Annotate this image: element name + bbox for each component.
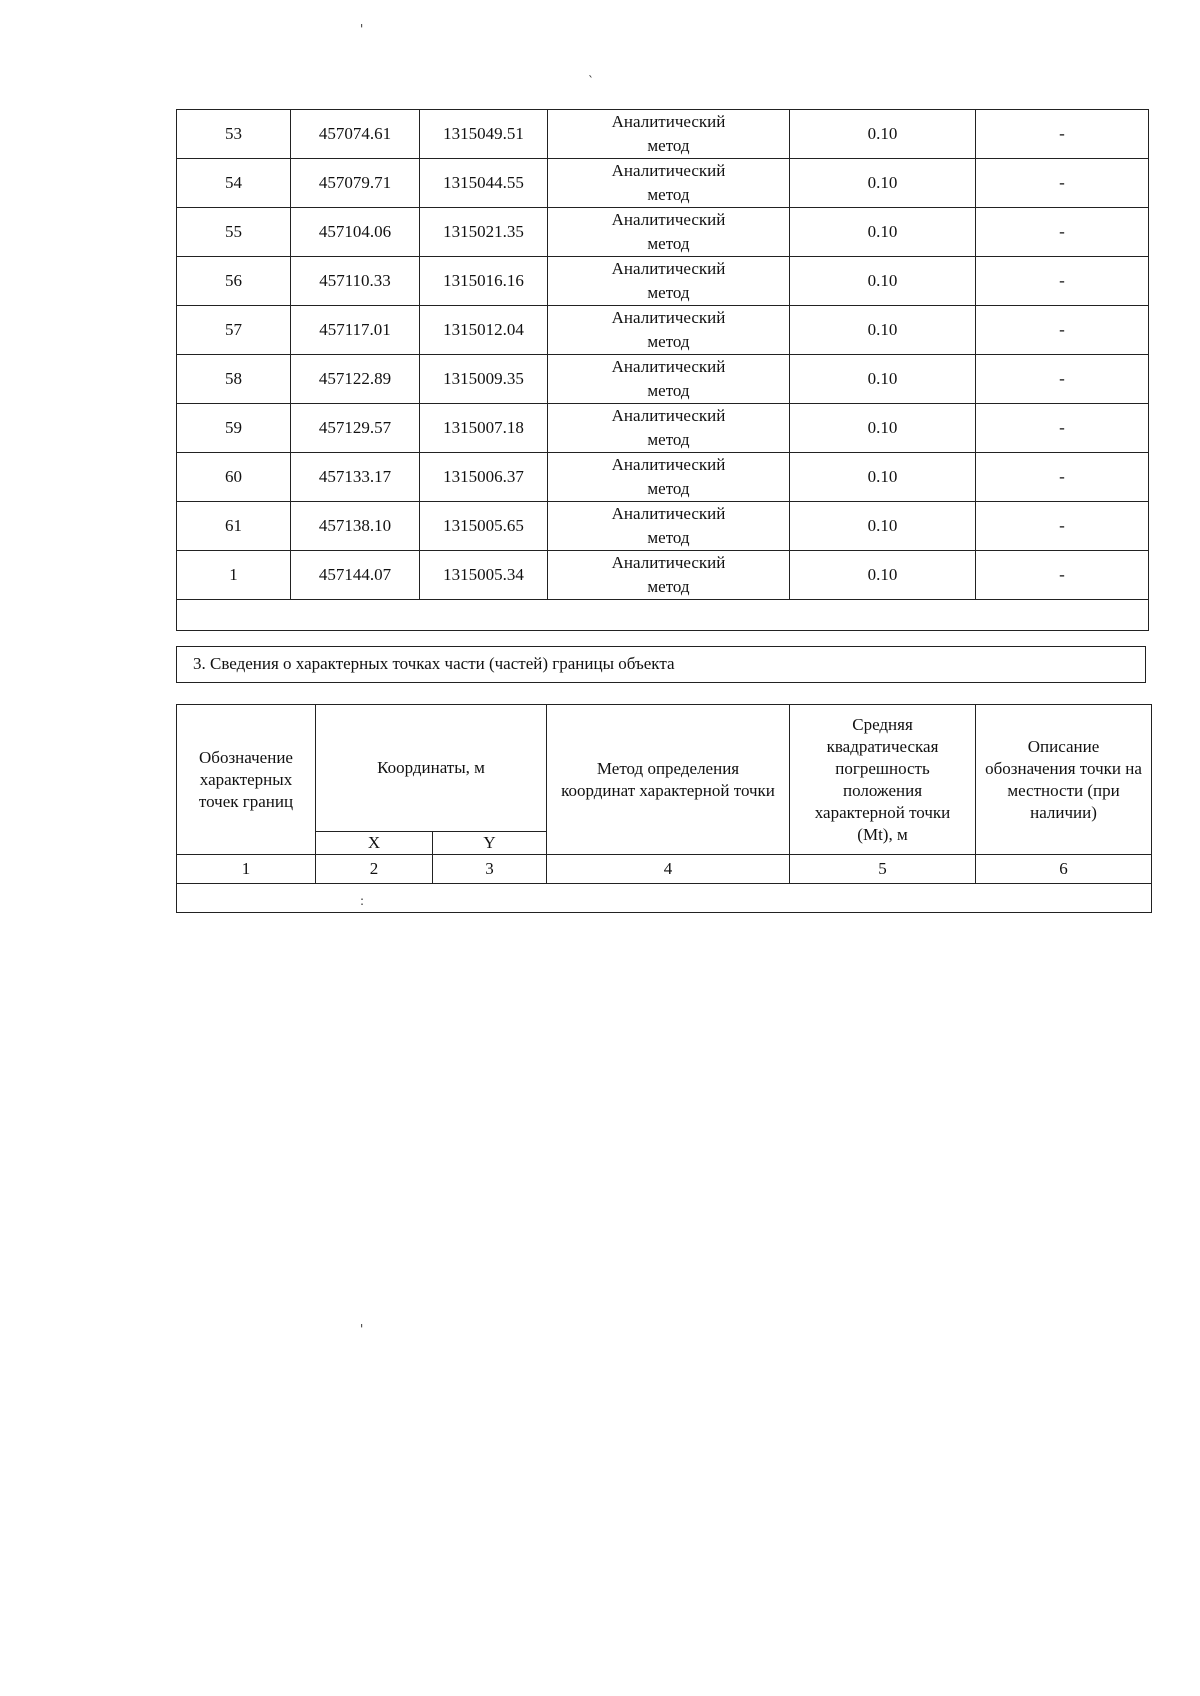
point-number: 55 <box>177 208 291 257</box>
header-method: Метод определения координат характерной точки <box>547 705 790 855</box>
point-number: 53 <box>177 110 291 159</box>
point-mt: 0.10 <box>790 355 976 404</box>
table-row <box>177 404 1149 453</box>
point-x: 457133.17 <box>291 453 420 502</box>
point-description: - <box>976 551 1149 600</box>
scan-speck: ' <box>360 22 364 36</box>
point-y: 1315009.35 <box>420 355 548 404</box>
column-number: 4 <box>547 855 790 884</box>
point-mt: 0.10 <box>790 257 976 306</box>
point-mt: 0.10 <box>790 551 976 600</box>
point-y: 1315016.16 <box>420 257 548 306</box>
scan-speck: : <box>360 894 365 908</box>
point-method: Аналитический метод <box>548 306 790 355</box>
point-number: 60 <box>177 453 291 502</box>
point-number: 61 <box>177 502 291 551</box>
point-x: 457104.06 <box>291 208 420 257</box>
header-coordinates: Координаты, м <box>316 705 547 832</box>
section-3-title: 3. Сведения о характерных точках части (частей) границы объекта <box>176 646 1146 683</box>
point-description: - <box>976 453 1149 502</box>
point-number: 54 <box>177 159 291 208</box>
column-number: 1 <box>177 855 316 884</box>
point-y: 1315005.65 <box>420 502 548 551</box>
point-method: Аналитический метод <box>548 110 790 159</box>
column-number: 2 <box>316 855 433 884</box>
point-mt: 0.10 <box>790 159 976 208</box>
point-y: 1315012.04 <box>420 306 548 355</box>
point-y: 1315007.18 <box>420 404 548 453</box>
table-empty-row <box>177 600 1149 631</box>
scan-speck: ` <box>588 74 594 88</box>
point-number: 56 <box>177 257 291 306</box>
point-description: - <box>976 502 1149 551</box>
point-method: Аналитический метод <box>548 355 790 404</box>
table-row <box>177 453 1149 502</box>
table-row <box>177 355 1149 404</box>
point-x: 457138.10 <box>291 502 420 551</box>
point-x: 457144.07 <box>291 551 420 600</box>
point-x: 457117.01 <box>291 306 420 355</box>
boundary-points-table <box>176 109 1149 631</box>
point-method: Аналитический метод <box>548 404 790 453</box>
table-row <box>177 551 1149 600</box>
point-x: 457110.33 <box>291 257 420 306</box>
part-boundary-points-table <box>176 704 1152 913</box>
point-mt: 0.10 <box>790 404 976 453</box>
point-number: 1 <box>177 551 291 600</box>
point-mt: 0.10 <box>790 453 976 502</box>
point-mt: 0.10 <box>790 306 976 355</box>
table-row <box>177 257 1149 306</box>
point-method: Аналитический метод <box>548 159 790 208</box>
point-description: - <box>976 208 1149 257</box>
point-description: - <box>976 306 1149 355</box>
table-row <box>177 502 1149 551</box>
point-y: 1315044.55 <box>420 159 548 208</box>
point-method: Аналитический метод <box>548 551 790 600</box>
point-x: 457074.61 <box>291 110 420 159</box>
header-description: Описание обозначения точки на местности (при наличии) <box>976 705 1152 855</box>
point-number: 57 <box>177 306 291 355</box>
point-y: 1315049.51 <box>420 110 548 159</box>
point-method: Аналитический метод <box>548 453 790 502</box>
column-number: 5 <box>790 855 976 884</box>
point-number: 58 <box>177 355 291 404</box>
header-error: Средняя квадратическая погрешность положения характерной точки (Mt), м <box>790 705 976 855</box>
column-number: 3 <box>433 855 547 884</box>
point-y: 1315006.37 <box>420 453 548 502</box>
point-x: 457129.57 <box>291 404 420 453</box>
point-method: Аналитический метод <box>548 502 790 551</box>
header-x: X <box>316 832 433 855</box>
point-y: 1315005.34 <box>420 551 548 600</box>
table-row <box>177 306 1149 355</box>
column-number: 6 <box>976 855 1152 884</box>
table-row <box>177 159 1149 208</box>
point-description: - <box>976 355 1149 404</box>
point-mt: 0.10 <box>790 502 976 551</box>
header-designation: Обозначение характерных точек границ <box>177 705 316 855</box>
point-description: - <box>976 257 1149 306</box>
point-number: 59 <box>177 404 291 453</box>
table-row <box>177 208 1149 257</box>
point-description: - <box>976 159 1149 208</box>
point-x: 457122.89 <box>291 355 420 404</box>
header-row <box>177 705 1152 832</box>
point-method: Аналитический метод <box>548 257 790 306</box>
point-description: - <box>976 110 1149 159</box>
point-mt: 0.10 <box>790 110 976 159</box>
table-row <box>177 110 1149 159</box>
point-x: 457079.71 <box>291 159 420 208</box>
column-numbers-row <box>177 855 1152 884</box>
point-description: - <box>976 404 1149 453</box>
point-mt: 0.10 <box>790 208 976 257</box>
scan-speck: ' <box>360 1322 364 1336</box>
header-y: Y <box>433 832 547 855</box>
point-method: Аналитический метод <box>548 208 790 257</box>
table-empty-row <box>177 884 1152 913</box>
point-y: 1315021.35 <box>420 208 548 257</box>
